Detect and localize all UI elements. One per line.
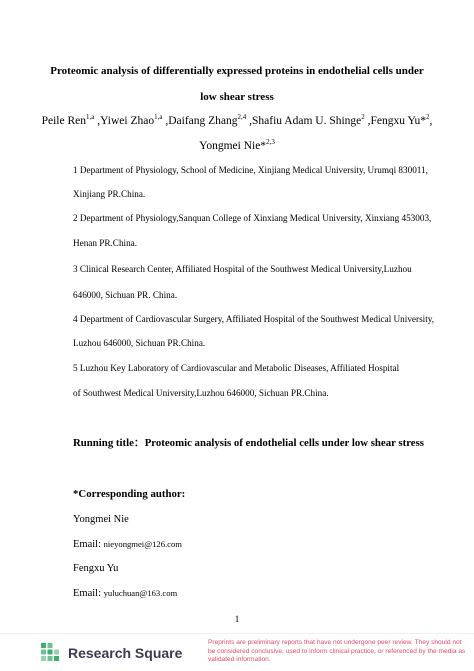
running-title: Running title：Proteomic analysis of endothelial cells under low shear stress <box>73 437 425 449</box>
affiliation-line: Henan PR.China. <box>73 238 138 248</box>
contact-name: Yongmei Nie <box>73 514 129 525</box>
author-sup: 2 <box>361 113 365 121</box>
contact-email-row <box>73 588 177 599</box>
affiliation-line: 2 Department of Physiology,Sanquan College of Xinxiang Medical University, Xinxiang 453003, <box>73 213 432 223</box>
author-name: ,Yiwei Zhao <box>94 115 155 127</box>
author-list-line1 <box>0 113 474 127</box>
preprint-footer <box>0 633 474 671</box>
affiliation-line: 4 Department of Cardiovascular Surgery, Affiliated Hospital of the Southwest Medical University, <box>73 314 435 324</box>
research-square-logo-icon[interactable] <box>40 642 60 662</box>
author-sup: 2 <box>426 113 430 121</box>
email-address[interactable]: nieyongmei@126.com <box>103 539 182 549</box>
research-square-brand[interactable]: Research Square <box>68 645 183 661</box>
email-label: Email: <box>73 539 104 550</box>
affiliation-line: 1 Department of Physiology, School of Medicine, Xinjiang Medical University, Urumqi 830011, <box>73 165 428 175</box>
author-name: ,Fengxu Yu* <box>364 115 426 127</box>
contact-name: Fengxu Yu <box>73 563 119 574</box>
author-sup: 2,4 <box>237 113 247 121</box>
author-sep: , <box>429 115 433 127</box>
author-name: ,Daifang Zhang <box>162 115 238 127</box>
corresponding-author-heading: *Corresponding author: <box>73 488 186 500</box>
affiliation-line: 3 Clinical Research Center, Affiliated Hospital of the Southwest Medical University,Luzhou <box>73 264 412 274</box>
author-sup: 1,a <box>154 113 163 121</box>
email-address[interactable]: yuluchuan@163.com <box>103 588 178 598</box>
affiliation-line: 646000, Sichuan PR. China. <box>73 290 178 300</box>
author-list-line2 <box>0 138 474 152</box>
author-sup: 1,a <box>86 113 95 121</box>
affiliation-line: Xinjiang PR.China. <box>73 189 146 199</box>
author-name: Peile Ren <box>41 115 87 127</box>
affiliation-line: Luzhou 646000, Sichuan PR.China. <box>73 338 206 348</box>
author-name: Yongmei Nie* <box>199 140 267 152</box>
contact-email-row <box>73 539 182 550</box>
author-name: ,Shafiu Adam U. Shinge <box>246 115 362 127</box>
paper-title-line2: low shear stress <box>200 91 274 103</box>
preprint-disclaimer: Preprints are preliminary reports that have not undergone peer review. They should not be considered conclusive, used to inform clinical practice, or referenced by the media as validated information. <box>208 639 466 664</box>
author-sup: 2,3 <box>266 138 275 146</box>
affiliation-line: of Southwest Medical University,Luzhou 646000, Sichuan PR.China. <box>73 388 329 398</box>
paper-title-line1: Proteomic analysis of differentially expressed proteins in endothelial cells under <box>50 65 424 77</box>
affiliation-line: 5 Luzhou Key Laboratory of Cardiovascular and Metabolic Diseases, Affiliated Hospital <box>73 363 400 373</box>
email-label: Email: <box>73 588 104 599</box>
page-number: 1 <box>234 614 240 624</box>
